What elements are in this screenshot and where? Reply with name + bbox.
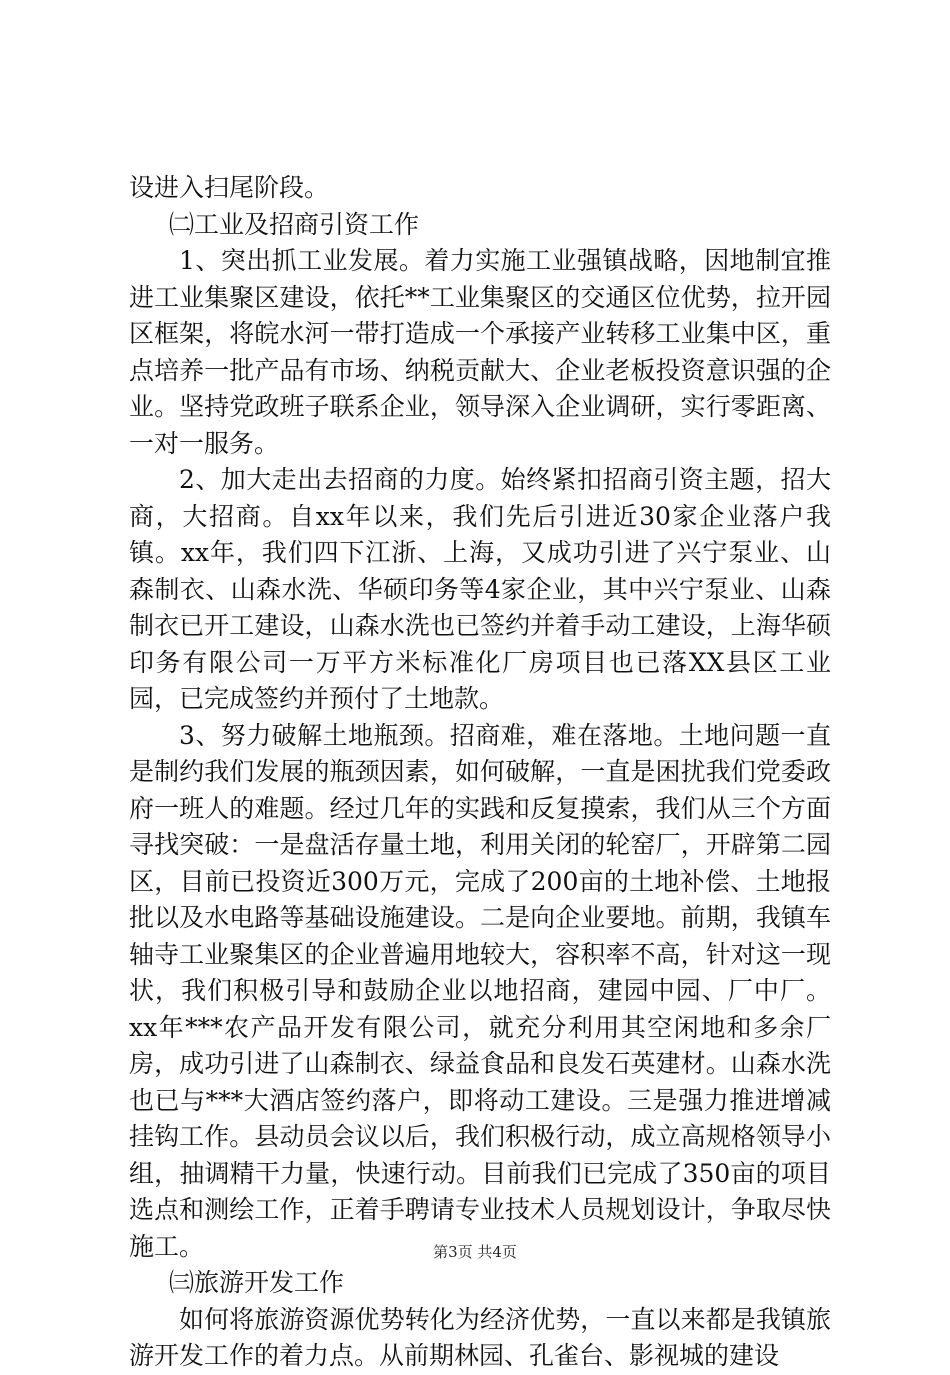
paragraph-investment-attraction: 2、加大走出去招商的力度。始终紧扣招商引资主题，招大商，大招商。自xx年以来，我们先后引进近30家企业落户我镇。xx年，我们四下江浙、上海，又成功引进了兴宁泵业、山森制衣、山森水洗、华硕印务等4家企业，其中兴宁泵业、山森制衣已开工建设，山森水洗也已签约并着手动工建设，上海华硕印务有限公司一万平方米标准化厂房项目也已落XX县区工业园，已完成签约并预付了土地款。 <box>129 465 831 713</box>
paragraph-continuation: 设进入扫尾阶段。 <box>129 173 330 202</box>
page-footer: 第3页 共4页 <box>433 1243 517 1261</box>
paragraph-industry-development: 1、突出抓工业发展。着力实施工业强镇战略，因地制宜推进工业集聚区建设，依托**工业集聚区的交通区位优势，拉开园区框架，将皖水河一带打造成一个承接产业转移工业集中区，重点培养一批产品有市场、纳税贡献大、企业老板投资意识强的企业。坚持党政班子联系企业，领导深入企业调研，实行零距离、一对一服务。 <box>129 246 831 458</box>
section-heading-industry: ㈡工业及招商引资工作 <box>169 209 420 239</box>
paragraph-land-bottleneck: 3、努力破解土地瓶颈。招商难，难在落地。土地问题一直是制约我们发展的瓶颈因素，如何破解，一直是困扰我们党委政府一班人的难题。经过几年的实践和反复摸索，我们从三个方面寻找突破：一是盘活存量土地，利用关闭的轮窑厂，开辟第二园区，目前已投资近300万元，完成了200亩的土地补偿、土地报批以及水电路等基础设施建设。二是向企业要地。前期，我镇车轴寺工业聚集区的企业普遍用地较大，容积率不高，针对这一现状，我们积极引导和鼓励企业以地招商，建园中园、厂中厂。xx年***农产品开发有限公司，就充分利用其空闲地和多余厂房，成功引进了山森制衣、绿益食品和良发石英建材。山森水洗也已与***大酒店签约落户，即将动工建设。三是强力推进增减挂钩工作。县动员会议以后，我们积极行动，成立高规格领导小组，抽调精干力量，快速行动。目前我们已完成了350亩的项目选点和测绘工作，正着手聘请专业技术人员规划设计，争取尽快施工。 <box>129 720 831 1261</box>
paragraph-tourism: 如何将旅游资源优势转化为经济优势，一直以来都是我镇旅游开发工作的着力点。从前期林园、孔雀台、影视城的建设 <box>129 1304 831 1370</box>
document-body <box>129 170 831 1375</box>
section-heading-tourism: ㈢旅游开发工作 <box>169 1268 345 1297</box>
